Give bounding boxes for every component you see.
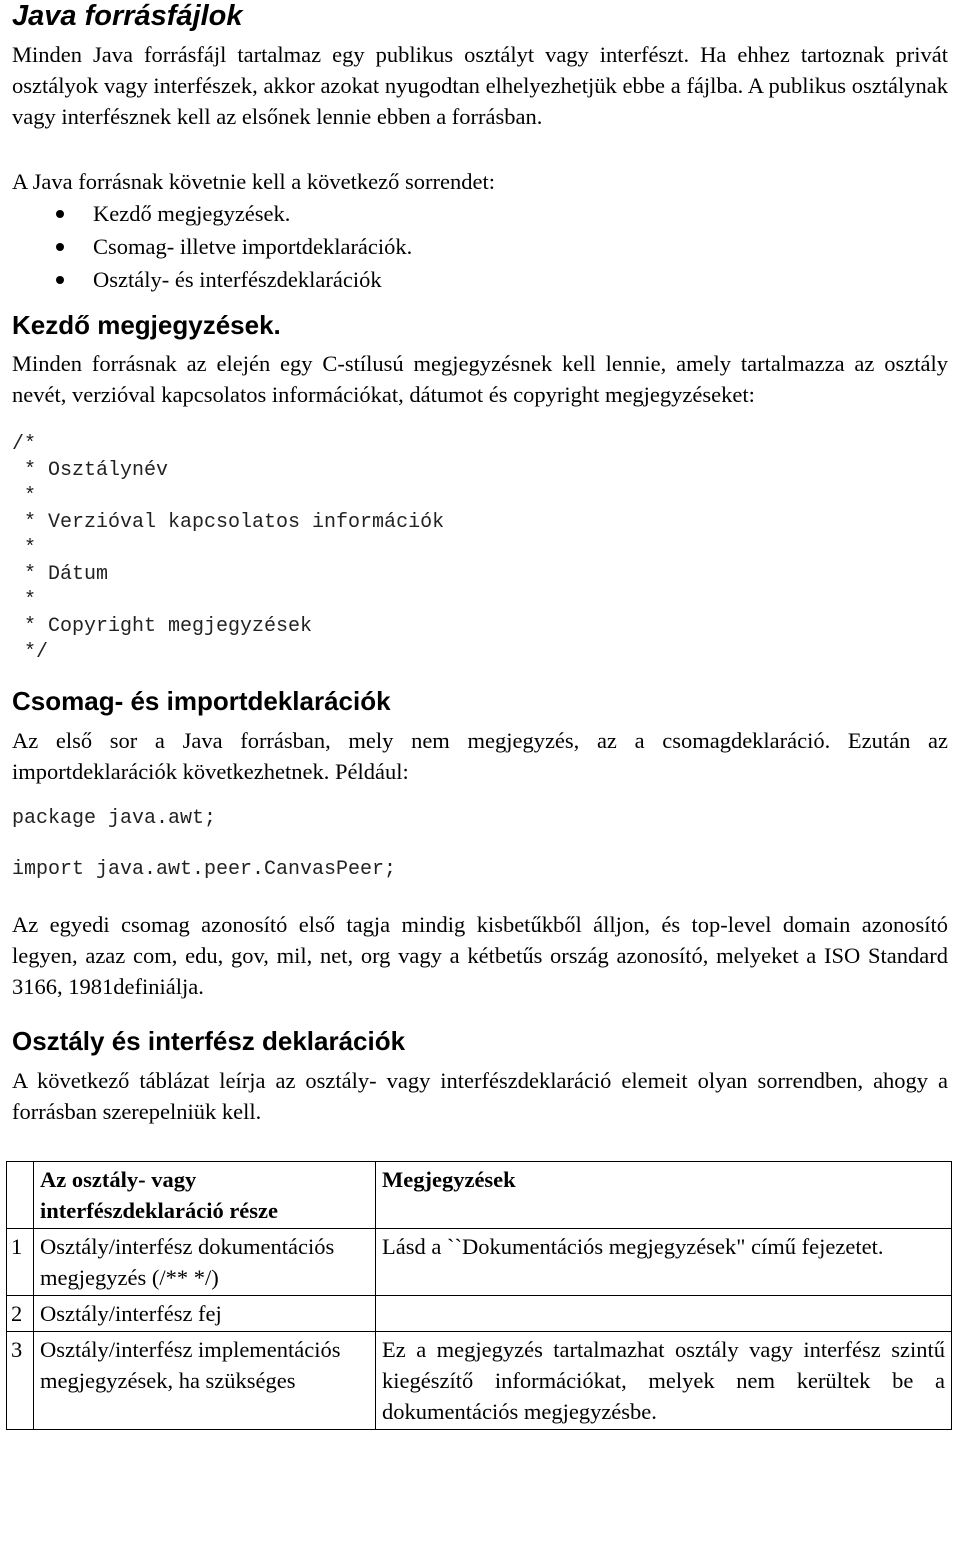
list-item: Csomag- illetve importdeklarációk. (12, 230, 948, 263)
table-row (7, 1229, 952, 1296)
code-package-line: package java.awt; (12, 807, 217, 830)
list-item: Osztály- és interfészdeklarációk (12, 263, 948, 296)
code-line: /* (12, 433, 37, 456)
table-cell-num: 1 (7, 1229, 34, 1296)
table-cell-part: Osztály/interfész implementációs megjegyzések, ha szükséges (34, 1332, 376, 1430)
table-cell-part: Osztály/interfész dokumentációs megjegyzés (/** */) (34, 1229, 376, 1296)
document-page (12, 0, 948, 1430)
code-line: * (12, 589, 37, 612)
table-header-num (7, 1162, 34, 1229)
section-heading-class-interface: Osztály és interfész deklarációk (12, 1026, 406, 1056)
table-row (7, 1296, 952, 1332)
table-cell-num: 3 (7, 1332, 34, 1430)
section2-paragraph: Az első sor a Java forrásban, mely nem megjegyzés, az a csomagdeklaráció. Ezután az importdeklarációk következhetnek. Például: (12, 728, 948, 784)
section-heading-package-import: Csomag- és importdeklarációk (12, 686, 391, 716)
code-block-header-comment (12, 432, 948, 666)
code-line: * (12, 537, 37, 560)
table-header-row (7, 1162, 952, 1229)
declaration-table (6, 1161, 952, 1430)
intro-paragraph: Minden Java forrásfájl tartalmaz egy publikus osztályt vagy interfészt. Ha ehhez tartoznak privát osztályok vagy interfészek, akkor azokat nyugodtan elhelyezhetjük ebbe a fájlba. A publikus osztálynak vagy interfésznek kell az elsőnek lennie ebben a forrásban. (12, 42, 948, 129)
code-line: * Osztálynév (12, 459, 169, 482)
code-line: * Dátum (12, 563, 109, 586)
table-cell-part: Osztály/interfész fej (34, 1296, 376, 1332)
section3-paragraph: A következő táblázat leírja az osztály- vagy interfészdeklaráció elemeit olyan sorrendben, ahogy a forrásban szerepelniük kell. (12, 1068, 948, 1124)
bullet-icon (56, 276, 64, 284)
code-line: * (12, 485, 37, 508)
code-line: * Verzióval kapcsolatos információk (12, 511, 445, 534)
section-heading-initial-comments: Kezdő megjegyzések. (12, 310, 281, 340)
table-header-notes: Megjegyzések (376, 1162, 952, 1229)
table-cell-note: Ez a megjegyzés tartalmazhat osztály vagy interfész szintű kiegészítő információkat, melyek nem kerültek be a dokumentációs megjegyzésbe. (376, 1332, 952, 1430)
table-cell-num: 2 (7, 1296, 34, 1332)
order-list (12, 197, 948, 296)
order-intro: A Java forrásnak követnie kell a következő sorrendet: (12, 169, 495, 194)
code-import-line: import java.awt.peer.CanvasPeer; (12, 858, 397, 881)
table-header-part: Az osztály- vagy interfészdeklaráció része (34, 1162, 376, 1229)
bullet-icon (56, 243, 64, 251)
list-item: Kezdő megjegyzések. (12, 197, 948, 230)
section1-paragraph: Minden forrásnak az elején egy C-stílusú megjegyzésnek kell lennie, amely tartalmazza az osztály nevét, verzióval kapcsolatos információkat, dátumot és copyright megjegyzéseket: (12, 351, 948, 407)
page-title: Java forrásfájlok (12, 0, 243, 32)
table-cell-note (376, 1296, 952, 1332)
bullet-icon (56, 210, 64, 218)
section2-paragraph-2: Az egyedi csomag azonosító első tagja mindig kisbetűkből álljon, és top-level domain azonosító legyen, azaz com, edu, gov, mil, net, org vagy a kétbetűs ország azonosító, melyeket a ISO Standard 3166, 1981definiálja. (12, 912, 948, 999)
code-line: * Copyright megjegyzések (12, 615, 313, 638)
table-cell-note: Lásd a ``Dokumentációs megjegyzések" című fejezetet. (376, 1229, 952, 1296)
code-line: */ (12, 641, 49, 664)
table-row (7, 1332, 952, 1430)
